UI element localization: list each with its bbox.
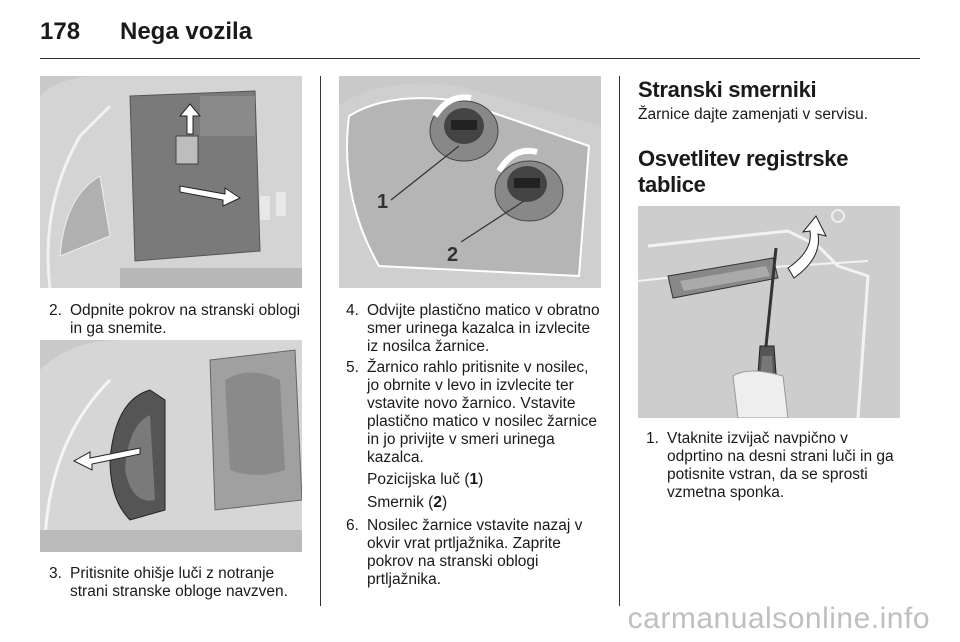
page-header: [40, 14, 920, 54]
step-number: 3.: [49, 565, 62, 582]
column-divider-left: [320, 76, 321, 606]
plate-light-illustration: [638, 206, 900, 418]
step-number: 6.: [346, 517, 359, 534]
lamp-housing-illustration: [40, 340, 302, 552]
step-4: [346, 302, 604, 356]
figure-bulb-holder: [339, 76, 601, 288]
step-text: Žarnico rahlo pritisnite v nosilec, jo obrnite v levo in izvlecite ter vstavite novo žarnico. Vstavite plastično matico v nosilec žarnice in jo privijte v smeri urinega kazalca.: [367, 359, 598, 466]
watermark: carmanualsonline.info: [627, 602, 930, 635]
legend-turn-signal: Smernik (2): [367, 494, 448, 511]
figure-lamp-housing-push: [40, 340, 302, 552]
step-number: 1.: [646, 430, 659, 447]
step-3: [49, 565, 311, 601]
figure-side-trim-cover: [40, 76, 302, 288]
step-text: Nosilec žarnice vstavite nazaj v okvir vrat prtljažnika. Zaprite pokrov na stranski oblogi prtljažnika.: [367, 517, 583, 588]
page-title: Nega vozila: [120, 18, 253, 45]
step-text: Vtaknite izvijač navpično v odprtino na desni strani luči in ga potisnite vstran, da se sprosti vzmetna sponka.: [667, 430, 894, 501]
column-divider-right: [619, 76, 620, 606]
legend-number-2: 2: [433, 494, 442, 511]
step-text: Odpnite pokrov na stranski oblogi in ga snemite.: [70, 302, 301, 337]
step-number: 4.: [346, 302, 359, 319]
trim-cover-illustration: [40, 76, 302, 288]
step-text: Odvijte plastično matico v obratno smer urinega kazalca in izvlecite iz nosilca žarnice.: [367, 302, 600, 355]
step-number: 2.: [49, 302, 62, 319]
step-5: [346, 359, 604, 467]
legend-position-light: Pozicijska luč (1): [367, 471, 484, 488]
step-text: Pritisnite ohišje luči z notranje strani stranske obloge navzven.: [70, 565, 288, 600]
step-6: [346, 517, 604, 589]
bulb-holder-illustration: [339, 76, 601, 288]
step-number: 5.: [346, 359, 359, 376]
legend-number-1: 1: [469, 471, 479, 488]
side-indicators-note: Žarnice dajte zamenjati v servisu.: [638, 106, 869, 123]
figure-label-2: 2: [447, 244, 459, 266]
figure-label-1: 1: [377, 191, 389, 213]
heading-license-plate-light: Osvetlitev registrske tablice: [638, 146, 849, 197]
figure-plate-light-screwdriver: [638, 206, 900, 418]
step-1: [646, 430, 908, 502]
header-divider: [40, 58, 920, 59]
heading-side-indicators: Stranski smerniki: [638, 77, 817, 102]
step-2: [49, 302, 311, 338]
page-number: 178: [40, 18, 81, 45]
